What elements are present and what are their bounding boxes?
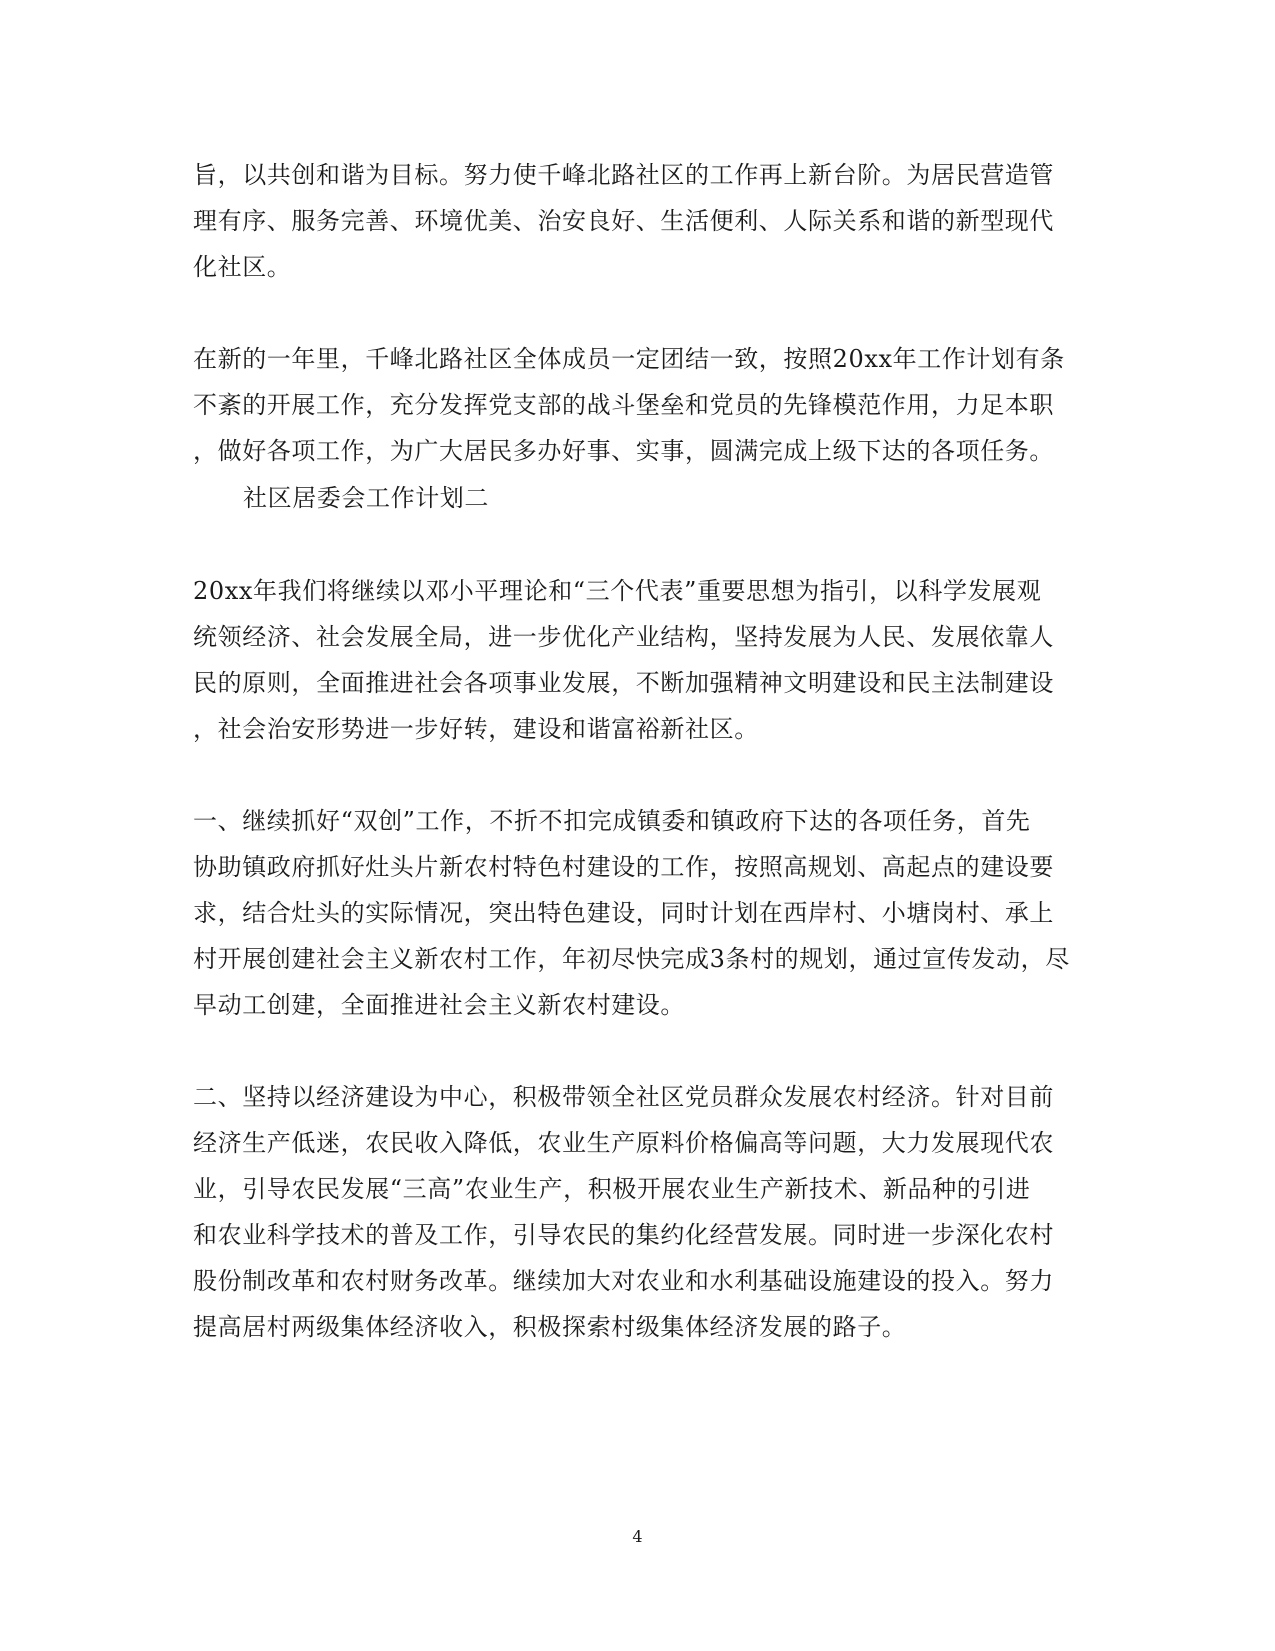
paragraph-5-line-2: 经济生产低迷，农民收入降低，农业生产原料价格偏高等问题，大力发展现代农 (193, 1129, 1054, 1157)
paragraph-1-line-1: 旨，以共创和谐为目标。努力使千峰北路社区的工作再上新台阶。为居民营造管 (193, 161, 1054, 189)
paragraph-4-line-5: 早动工创建，全面推进社会主义新农村建设。 (193, 991, 685, 1019)
paragraph-5-line-3: 业，引导农民发展“三高”农业生产，积极开展农业生产新技术、新品种的引进 (193, 1175, 1031, 1203)
paragraph-3-line-2: 统领经济、社会发展全局，进一步优化产业结构，坚持发展为人民、发展依靠人 (193, 623, 1054, 651)
paragraph-5-line-5: 股份制改革和农村财务改革。继续加大对农业和水利基础设施建设的投入。努力 (193, 1267, 1054, 1295)
paragraph-4-line-1: 一、继续抓好“双创”工作，不折不扣完成镇委和镇政府下达的各项任务，首先 (193, 807, 1031, 835)
paragraph-3-line-1: 20xx年我们将继续以邓小平理论和“三个代表”重要思想为指引，以科学发展观 (193, 577, 1042, 605)
page-number: 4 (632, 1527, 643, 1546)
paragraph-1-line-2: 理有序、服务完善、环境优美、治安良好、生活便利、人际关系和谐的新型现代 (193, 207, 1054, 235)
paragraph-4-line-3: 求，结合灶头的实际情况，突出特色建设，同时计划在西岸村、小塘岗村、承上 (193, 899, 1054, 927)
paragraph-2-line-1: 在新的一年里，千峰北路社区全体成员一定团结一致，按照20xx年工作计划有条 (193, 345, 1065, 373)
paragraph-3-line-4: ，社会治安形势进一步好转，建设和谐富裕新社区。 (193, 715, 759, 743)
paragraph-3-line-3: 民的原则，全面推进社会各项事业发展，不断加强精神文明建设和民主法制建设 (193, 669, 1054, 697)
paragraph-5-line-1: 二、坚持以经济建设为中心，积极带领全社区党员群众发展农村经济。针对目前 (193, 1083, 1054, 1111)
paragraph-5-line-4: 和农业科学技术的普及工作，引导农民的集约化经营发展。同时进一步深化农村 (193, 1221, 1054, 1249)
paragraph-2-line-2: 不紊的开展工作，充分发挥党支部的战斗堡垒和党员的先锋模范作用，力足本职 (193, 391, 1054, 419)
paragraph-2-line-3: ，做好各项工作，为广大居民多办好事、实事，圆满完成上级下达的各项任务。 (193, 437, 1054, 465)
paragraph-1-line-3: 化社区。 (193, 253, 292, 281)
section-heading: 社区居委会工作计划二 (243, 484, 489, 512)
paragraph-4-line-4: 村开展创建社会主义新农村工作，年初尽快完成3条村的规划，通过宣传发动，尽 (193, 945, 1070, 973)
paragraph-5-line-6: 提高居村两级集体经济收入，积极探索村级集体经济发展的路子。 (193, 1313, 907, 1341)
paragraph-4-line-2: 协助镇政府抓好灶头片新农村特色村建设的工作，按照高规划、高起点的建设要 (193, 853, 1054, 881)
